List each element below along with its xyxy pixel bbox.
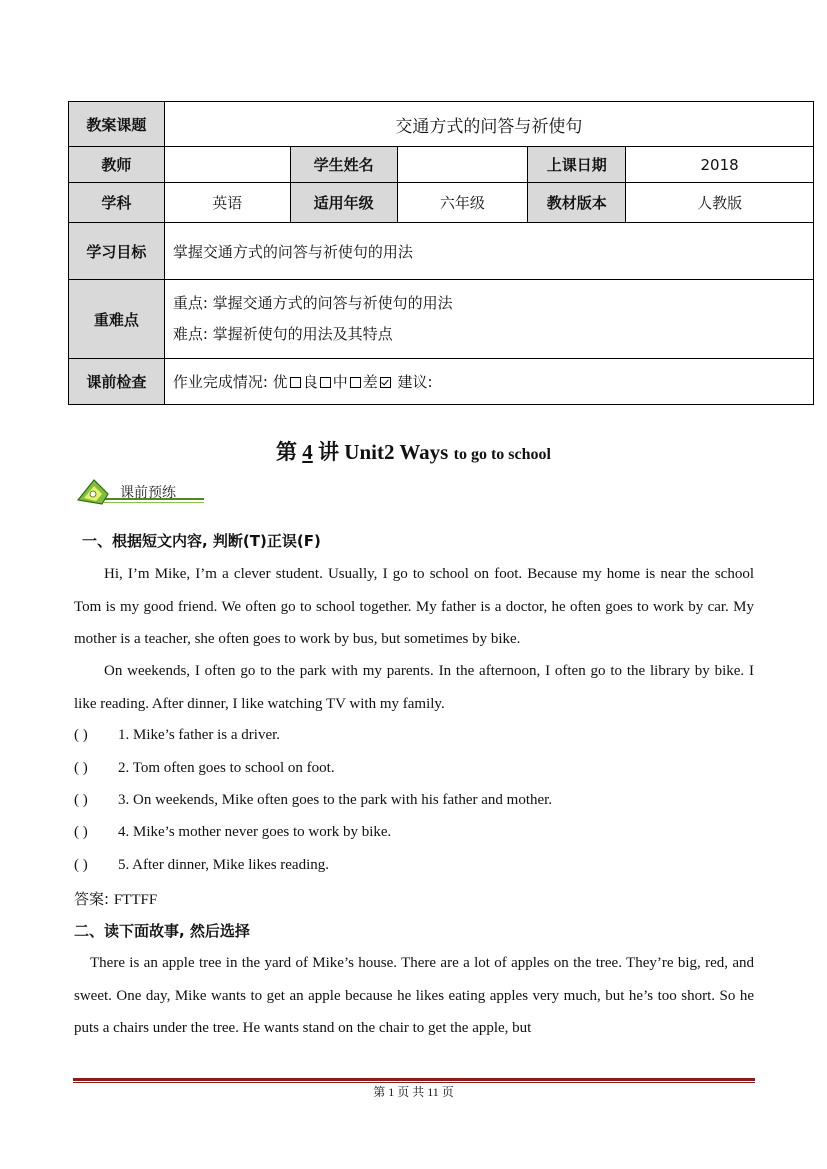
student-header: 学生姓名 bbox=[290, 147, 397, 183]
checkbox-good[interactable] bbox=[320, 377, 331, 388]
question-5 bbox=[74, 857, 329, 874]
section1-paragraph-1-text: Hi, I’m Mike, I’m a clever student. Usually, I go to school on foot. Because my home is near the school Tom is my good friend. We often go to school together. My father is a doctor, he often goes to work by car. My mother is a teacher, she often goes to work by bus, but sometimes by bike. bbox=[74, 566, 754, 647]
grade-value: 六年级 bbox=[397, 183, 528, 223]
check-value bbox=[164, 359, 813, 405]
goal-value: 掌握交通方式的问答与祈使句的用法 bbox=[164, 223, 813, 280]
topic-header: 教案课题 bbox=[69, 102, 165, 147]
section2-heading: 二、读下面故事, 然后选择 bbox=[74, 922, 250, 940]
question-3 bbox=[74, 792, 552, 809]
check-poor-label: 差 bbox=[362, 373, 378, 391]
answer-line bbox=[74, 888, 157, 909]
topic-value: 交通方式的问答与祈使句 bbox=[164, 102, 813, 147]
teacher-header: 教师 bbox=[69, 147, 165, 183]
section1-heading: 一、根据短文内容, 判断(T)正误(F) bbox=[82, 532, 321, 550]
checkbox-excellent[interactable] bbox=[290, 377, 301, 388]
answer-blank[interactable]: ( ) bbox=[74, 727, 88, 743]
check-prefix: 作业完成情况: 优 bbox=[172, 373, 288, 391]
question-text: 5. After dinner, Mike likes reading. bbox=[118, 857, 330, 873]
question-1 bbox=[74, 727, 280, 744]
question-text: 1. Mike’s father is a driver. bbox=[118, 727, 281, 743]
subject-header: 学科 bbox=[69, 183, 165, 223]
question-text: 4. Mike’s mother never goes to work by bike. bbox=[118, 824, 392, 840]
page-number: 第 1 页 共 11 页 bbox=[373, 1085, 454, 1099]
question-text: 2. Tom often goes to school on foot. bbox=[118, 760, 335, 776]
check-good-label: 良 bbox=[302, 373, 318, 391]
answer-blank[interactable]: ( ) bbox=[74, 760, 88, 776]
question-4 bbox=[74, 824, 391, 841]
date-value: 2018 bbox=[626, 147, 814, 183]
edition-value: 人教版 bbox=[626, 183, 814, 223]
subject-value: 英语 bbox=[164, 183, 290, 223]
answer-blank[interactable]: ( ) bbox=[74, 824, 88, 840]
footer-divider bbox=[73, 1078, 755, 1081]
key-value bbox=[164, 280, 813, 359]
checkbox-poor-checked[interactable] bbox=[380, 377, 391, 388]
check-suggest-label: 建议: bbox=[397, 373, 433, 391]
answer-label: 答案: bbox=[74, 890, 110, 908]
question-2 bbox=[74, 760, 335, 777]
key-header: 重难点 bbox=[69, 280, 165, 359]
edition-header: 教材版本 bbox=[528, 183, 626, 223]
section2-paragraph bbox=[74, 947, 754, 1045]
lesson-prefix: 第 bbox=[276, 440, 298, 464]
checkbox-medium[interactable] bbox=[350, 377, 361, 388]
goal-header: 学习目标 bbox=[69, 223, 165, 280]
section2-paragraph-text: There is an apple tree in the yard of Mike’s house. There are a lot of apples on the tree. They’re big, red, and sweet. One day, Mike wants to get an apple because he likes eating apples very much, but he’s too short. So he puts a chairs under the tree. He wants stand on the chair to get the apple, but bbox=[74, 955, 754, 1036]
teacher-value bbox=[164, 147, 290, 183]
section1-paragraph-2 bbox=[74, 655, 754, 720]
badge-label: 课前预练 bbox=[120, 485, 176, 501]
lesson-unit: 讲 Unit2 Ways bbox=[318, 440, 449, 464]
section1-paragraph-1 bbox=[74, 558, 754, 656]
section1-paragraph-2-text: On weekends, I often go to the park with my parents. In the afternoon, I often go to the library by bike. I like reading. After dinner, I like watching TV with my family. bbox=[74, 663, 754, 712]
lesson-subtitle: to go to school bbox=[453, 446, 551, 463]
answer-value: FTTFF bbox=[113, 892, 158, 908]
student-value bbox=[397, 147, 528, 183]
question-text: 3. On weekends, Mike often goes to the park with his father and mother. bbox=[118, 792, 553, 808]
answer-blank[interactable]: ( ) bbox=[74, 857, 88, 873]
difficult-point: 难点: 掌握祈使句的用法及其特点 bbox=[172, 325, 393, 343]
check-mid-label: 中 bbox=[332, 373, 348, 391]
lesson-number: 4 bbox=[302, 440, 313, 464]
answer-blank[interactable]: ( ) bbox=[74, 792, 88, 808]
grade-header: 适用年级 bbox=[290, 183, 397, 223]
key-point: 重点: 掌握交通方式的问答与祈使句的用法 bbox=[172, 294, 453, 312]
lesson-title bbox=[0, 436, 827, 466]
date-header: 上课日期 bbox=[528, 147, 626, 183]
check-header: 课前检查 bbox=[69, 359, 165, 405]
lesson-info-table bbox=[68, 101, 814, 405]
